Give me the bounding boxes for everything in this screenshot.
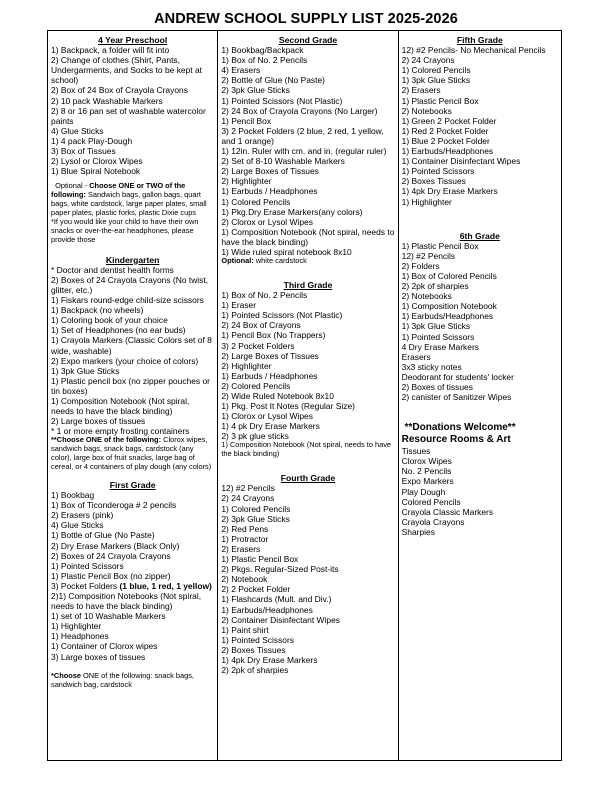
optional-items: Sandwich bags, gallon bags, quart bags, white cardstock, large paper plates, small paper plates, plastic forks, plastic Dixie cups <box>51 190 207 218</box>
list-item: 4) Glue Sticks <box>51 125 104 136</box>
list-item: 1) Eraser <box>221 300 257 311</box>
column-middle <box>217 31 397 760</box>
list-item: 2) Box of 24 Box of Crayola Crayons <box>51 85 188 96</box>
kindergarten-heading: Kindergarten <box>105 254 160 265</box>
second-grade-optional <box>221 257 394 266</box>
list-item: 3x3 sticky notes <box>401 361 462 372</box>
list-item: 1) Backpack, a folder will fit into <box>51 45 170 56</box>
list-item: 2) Erasers <box>401 85 441 96</box>
optional-choose: Choose ONE or TWO of the following: <box>51 181 186 200</box>
list-item: 1) Blue Spiral Notebook <box>51 166 141 177</box>
list-item: 4) Erasers <box>221 65 261 76</box>
list-item: 1) Box of Colored Pencils <box>401 270 497 281</box>
supply-list-table <box>47 30 562 761</box>
list-item: 2) 24 Crayons <box>221 493 275 504</box>
list-item: 1) Highlighter <box>51 621 102 632</box>
list-item: 1) Colored Pencils <box>401 65 471 76</box>
list-item: 1) Paint shirt <box>221 624 269 635</box>
list-item: 1) Pointed Scissors <box>51 560 124 571</box>
list-item: 2) Container Disinfectant Wipes <box>221 614 340 625</box>
list-item: Tissues <box>401 446 431 457</box>
list-item: 1) Coloring book of your choice <box>51 315 168 326</box>
fourth-grade-list <box>221 483 394 675</box>
list-item: 1) Protractor <box>221 533 269 544</box>
list-item: 1) Pointed Scissors (Not Plastic) <box>221 310 343 321</box>
second-optional-items: white cardstock <box>255 256 307 266</box>
list-item: Crayola Classic Markers <box>401 506 494 517</box>
list-item: 1) set of 10 Washable Markers <box>51 611 166 622</box>
kindergarten-choose-items: Clorox wipes, sandwich bags, snack bags, cardstock (any color), large box of fruit snacks, large bag of cereal, or 4 containers of play dough (any colors) <box>51 435 212 472</box>
list-item: 1) Backpack (no wheels) <box>51 305 144 316</box>
list-item: 2)1) Composition Notebooks (Not spiral, needs to have the black binding) <box>51 591 202 612</box>
list-item: Deodorant for students' locker <box>401 371 514 382</box>
list-item: 1) Green 2 Pocket Folder <box>401 115 497 126</box>
list-item: 2) Clorox or Lysol Wipes <box>221 216 313 227</box>
kindergarten-list <box>51 265 214 437</box>
list-item: 2) Large Boxes of Tissues <box>221 166 319 177</box>
list-item: 1) 3pk Glue Sticks <box>51 365 120 376</box>
list-item: 2) Notebook <box>221 574 268 585</box>
kindergarten-choose <box>51 436 214 472</box>
list-item: 1) Composition Notebook (Not spiral, needs to have the black binding) <box>221 226 395 247</box>
list-item: 1) Box of No. 2 Pencils <box>221 290 308 301</box>
list-item: 1) Set of Headphones (no ear buds) <box>51 325 186 336</box>
list-item: 1) Pointed Scissors <box>221 634 295 645</box>
list-item: 3) Large boxes of tissues <box>51 651 146 662</box>
list-item: Erasers <box>401 351 431 362</box>
list-item: 2) Expo markers (your choice of colors) <box>51 355 199 366</box>
list-item: 2) Large Boxes of Tissues <box>221 350 319 361</box>
list-item: 1) Earbuds/Headphones <box>401 146 494 157</box>
list-item: 1) Wide ruled spiral notebook 8x10 <box>221 246 352 257</box>
preschool-heading: 4 Year Preschool <box>98 35 168 45</box>
list-item: 1) Fiskars round-edge child-size scissors <box>51 295 204 306</box>
list-item: 2) 3 pk glue sticks <box>221 431 289 442</box>
list-item: Clorox Wipes <box>401 456 452 467</box>
list-item: 1) 3pk Glue Sticks <box>401 321 471 332</box>
list-item: 1) Pkg.Dry Erase Markers(any colors) <box>221 206 363 217</box>
list-item: 2) canister of Sanitizer Wipes <box>401 392 512 403</box>
first-grade-list <box>51 490 214 581</box>
list-item: 1) Pkg. Post It Notes (Regular Size) <box>221 401 355 412</box>
list-item: 1) Pointed Scissors (Not Plastic) <box>221 95 343 106</box>
list-item: 1) Earbuds / Headphones <box>221 370 318 381</box>
list-item: 2) Set of 8-10 Washable Markers <box>221 156 345 167</box>
list-item: 1) Composition Notebook <box>401 301 497 312</box>
list-item: Play Dough <box>401 486 446 497</box>
fifth-grade-list <box>402 45 558 207</box>
list-item: 2) Red Pens <box>221 523 269 534</box>
donations-heading: **Donations Welcome** <box>404 422 516 434</box>
list-item <box>51 581 214 591</box>
list-item: 2) Notebooks <box>401 291 452 302</box>
folders-text: 3) Pocket Folders <box>51 580 120 591</box>
list-item: 2) Boxes Tissues <box>401 176 466 187</box>
list-item: 1) 4pk Dry Erase Markers <box>401 186 498 197</box>
list-item: 2) Boxes Tissues <box>221 644 286 655</box>
list-item: 2) Boxes of tissues <box>401 382 473 392</box>
second-grade-list <box>221 45 394 257</box>
list-item: 12) #2 Pencils <box>221 483 275 494</box>
list-item: * Doctor and dentist health forms <box>51 264 174 275</box>
list-item: 1) Bottle of Glue (No Paste) <box>51 530 155 541</box>
preschool-list <box>51 45 214 176</box>
list-item: 1) Colored Pencils <box>221 196 291 207</box>
list-item: 1) Pencil Box (No Trappers) <box>221 330 326 341</box>
list-item: 2) Dry Erase Markers (Black Only) <box>51 540 180 551</box>
list-item: 1) Headphones <box>51 631 109 642</box>
donations-subheading: Resource Rooms & Art <box>401 434 511 446</box>
list-item: 2) Erasers (pink) <box>51 510 114 521</box>
first-grade-heading: First Grade <box>109 479 156 490</box>
list-item: Colored Pencils <box>401 496 461 507</box>
list-item: 1) Pointed Scissors <box>401 331 475 342</box>
list-item: 1) Flashcards (Mult. and Div.) <box>221 594 332 605</box>
list-item: 2) Pkgs. Regular-Sized Post-its <box>221 564 339 575</box>
list-item: 1) Earbuds / Headphones <box>221 186 318 197</box>
preschool-optional <box>51 182 214 218</box>
list-item: 2) 2 Pocket Folder <box>221 584 291 595</box>
second-grade-heading: Second Grade <box>278 35 338 45</box>
list-item: * 1 or more empty frosting containers <box>51 426 190 437</box>
list-item: 1) Plastic Pencil Box <box>401 95 479 106</box>
list-item: Sharpies <box>401 526 435 537</box>
list-item: 2) Lysol or Clorox Wipes <box>51 156 143 167</box>
list-item: 2) Colored Pencils <box>221 380 291 391</box>
list-item: 1) Highlighter <box>401 196 452 207</box>
list-item: 2) Boxes of 24 Crayola Crayons (No twist, glitter, etc.) <box>51 274 209 295</box>
list-item: 12) #2 Pencils <box>401 250 456 261</box>
list-item: 2) Folders <box>401 260 440 271</box>
column-left <box>48 31 217 760</box>
list-item: 1) Box of No. 2 Pencils <box>221 55 308 66</box>
optional-label: Optional - <box>55 181 88 191</box>
list-item: 2) 2pk of sharpies <box>401 281 469 292</box>
first-choose-items: ONE of the following: snack bags, sandwich bag, cardstock <box>51 670 194 689</box>
list-item: 1) Crayola Markers (Classic Colors set of 8 wide, washable) <box>51 335 212 356</box>
list-item: 2) Highlighter <box>221 176 272 187</box>
list-item: 1) Pencil Box <box>221 115 272 126</box>
list-item: 1) Container Disinfectant Wipes <box>401 156 521 167</box>
list-item: 2) 24 Box of Crayons <box>221 320 301 331</box>
list-item: 2) 24 Crayons <box>401 55 455 66</box>
list-item: 1) Bookbag/Backpack <box>221 45 304 56</box>
first-choose-label: *Choose <box>51 670 81 680</box>
list-item: 4) Glue Sticks <box>51 520 104 531</box>
list-item: 1) Box of Ticonderoga # 2 pencils <box>51 500 177 511</box>
list-item: 1) Blue 2 Pocket Folder <box>401 135 490 146</box>
list-item: Crayola Crayons <box>401 516 465 527</box>
donations-list <box>402 446 558 537</box>
list-item: 2) Bottle of Glue (No Paste) <box>221 75 325 86</box>
list-item: 1) Plastic Pencil Box <box>401 240 479 251</box>
list-item: 1) Plastic Pencil Box <box>221 554 299 565</box>
list-item: 1) Plastic pencil box (no zipper pouches or tin boxes) <box>51 375 210 396</box>
third-grade-list <box>221 290 394 441</box>
fifth-grade-heading: Fifth Grade <box>456 35 503 45</box>
list-item: 2) Boxes of 24 Crayola Crayons <box>51 550 171 561</box>
folders-colors: (1 blue, 1 red, 1 yellow) <box>119 580 212 591</box>
list-item: 1) 4 pack Play-Dough <box>51 135 133 146</box>
list-item: 2) Highlighter <box>221 360 272 371</box>
list-item: 1) 12in. Ruler with cm. and in. (regular ruler) <box>221 146 387 157</box>
list-item: 1) Container of Clorox wipes <box>51 641 158 652</box>
list-item: 1) Colored Pencils <box>221 503 291 514</box>
list-item: 2) 10 pack Washable Markers <box>51 95 163 106</box>
list-item: 2) 3pk Glue Sticks <box>221 513 290 524</box>
list-item: 1) Bookbag <box>51 490 95 501</box>
third-grade-heading: Third Grade <box>283 279 333 290</box>
list-item: 1) Earbuds/Headphones <box>401 311 494 322</box>
sixth-grade-list <box>402 241 558 403</box>
list-item: 1) Red 2 Pocket Folder <box>401 125 489 136</box>
column-right <box>398 31 561 760</box>
preschool-note: *If you would like your child to have their own snacks or over-the-ear headphones, please provide those <box>51 216 199 244</box>
list-item: 1) 3pk Glue Sticks <box>401 75 471 86</box>
first-grade-choose <box>51 672 214 690</box>
list-item: 3) 2 Pocket Folders <box>221 340 295 351</box>
list-item: 1) 4 pk Dry Erase Markers <box>221 421 320 432</box>
list-item: 2) Large boxes of tissues <box>51 416 146 427</box>
list-item: 1) Pointed Scissors <box>401 166 475 177</box>
list-item: 2) 8 or 16 pan set of washable watercolor paints <box>51 105 206 126</box>
list-item: 1) Composition Notebook (Not spiral, needs to have the black binding) <box>51 395 190 417</box>
list-item: 2) Notebooks <box>401 105 452 116</box>
list-item: Expo Markers <box>401 476 454 487</box>
list-item: 1) Plastic Pencil Box (no zipper) <box>51 570 171 581</box>
list-item: 12) #2 Pencils- No Mechanical Pencils <box>401 45 546 56</box>
page-title: ANDREW SCHOOL SUPPLY LIST 2025-2026 <box>154 11 458 27</box>
list-item: 2) Change of clothes (Shirt, Pants, Undergarments, and Socks to be kept at school) <box>51 55 203 86</box>
list-item: No. 2 Pencils <box>401 466 452 477</box>
list-item: 2) 2pk of sharpies <box>221 665 289 676</box>
list-item: 1) 4pk Dry Erase Markers <box>221 654 318 665</box>
list-item: 3) 2 Pocket Folders (2 blue, 2 red, 1 yellow, and 1 orange) <box>221 125 384 146</box>
list-item: 2) Erasers <box>221 543 261 554</box>
kindergarten-choose-label: **Choose ONE of the following: <box>51 435 162 445</box>
first-grade-list-2 <box>51 591 214 662</box>
list-item: 1) Earbuds/Headphones <box>221 604 313 615</box>
sixth-grade-heading: 6th Grade <box>459 230 500 241</box>
list-item: 1) Clorox or Lysol Wipes <box>221 411 313 422</box>
list-item: 2) Wide Ruled Notebook 8x10 <box>221 391 334 401</box>
list-item: 4 Dry Erase Markers <box>401 341 479 352</box>
list-item: 2) 3pk Glue Sticks <box>221 85 290 96</box>
list-item: 2) 24 Box of Crayola Crayons (No Larger) <box>221 105 378 116</box>
fourth-grade-heading: Fourth Grade <box>280 473 336 484</box>
third-grade-note: 1) Composition Notebook (Not spiral, needs to have the black binding) <box>221 440 392 459</box>
second-optional-label: Optional: <box>221 256 254 266</box>
list-item: 3) Box of Tissues <box>51 146 116 157</box>
